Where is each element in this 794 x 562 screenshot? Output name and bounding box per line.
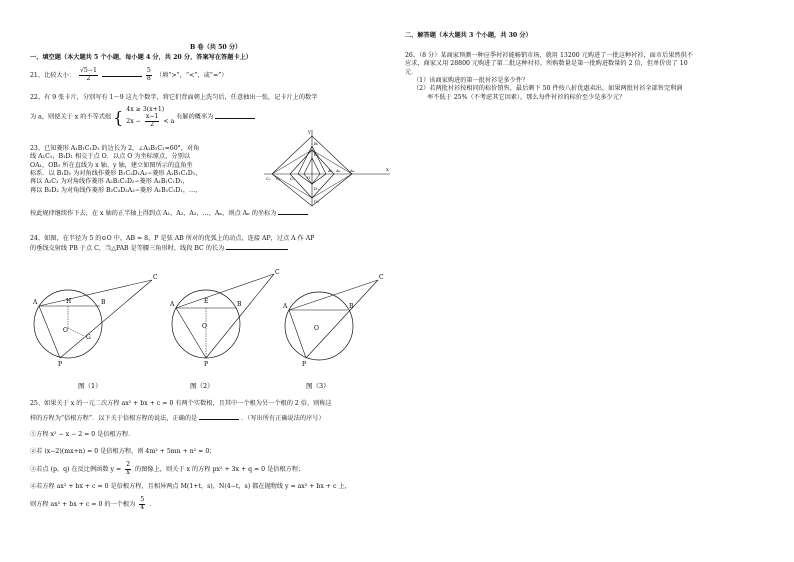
fig1-ray-pb (60, 280, 152, 358)
fig3-point-b: B (349, 303, 354, 310)
question-24 (30, 235, 392, 254)
fig1-point-g: G (86, 334, 91, 341)
fig3-point-a: A (283, 303, 288, 310)
fig1-segment-ac (39, 280, 152, 306)
q23-line-1: 23、已知菱形 A₁B₁C₁D₁ 的边长为 2，∠A₁B₁C₁=60°，对角 (30, 145, 200, 152)
fig2-ray-pb (206, 274, 274, 358)
fig2-caption: 图（2） (190, 382, 214, 390)
q23-line-3: OA₁，OB₁ 所在直线为 x 轴、y 轴，建立如图所示的直角坐 (30, 161, 193, 169)
q25-statement-3-b: 的图像上，则关于 x 的方程 px² + 3x + q = 0 是倍根方程； (135, 466, 305, 474)
q25-statement-4-fraction: $\frac{5}{4}$ (140, 496, 145, 512)
q21-fraction-2: $\frac{5}{8}$ (146, 67, 151, 82)
fig3-ray-pb (306, 280, 378, 358)
fig3-circle (285, 292, 353, 360)
question-23 (30, 145, 270, 195)
fig1-point-o: O (63, 327, 68, 334)
q26-part-2: （2）若两批衬衫按相同的标价销售，最后剩下 50 件按八折优惠卖出，如果两批衬衫全部售完利润 (413, 85, 683, 93)
fig1-point-h: H (66, 298, 72, 305)
q24-figure-3 (282, 274, 384, 368)
fig1-point-b: B (101, 299, 106, 306)
q23-label-y: y (308, 129, 311, 135)
q23-label-c1: C₁ (276, 176, 281, 181)
q23-rhombus-figure (262, 126, 392, 210)
q24-figures (30, 266, 392, 394)
q23-line-2: 线 A₁C₁，B₁D₁ 相交于点 O．以点 O 为坐标原点，分别以 (30, 153, 190, 161)
q21-fraction-1: $\frac{√5-1}{2}$ (79, 67, 97, 82)
q23-line-6: 再以 B₂D₂ 为对角线作菱形 B₂C₃D₂A₃∽菱形 A₁B₁C₁D₁，…， (30, 186, 202, 194)
q26-line-1: 26、（8 分）某商家预测一种应季衬衫能畅销市场，就用 13200 元购进了一批这种衬衫，面市后果然供不 (405, 52, 693, 59)
q26-part-1: （1）该商家购进的第一批衬衫是多少件？ (413, 77, 529, 85)
q25-line-2: 样的方程为“倍根方程”．以下关于倍根方程的说法，正确的是 (30, 415, 198, 423)
q23-label-a2: A₂ (336, 168, 341, 173)
question-22 (30, 94, 392, 129)
q21-hint: （填“>”，“<”，或“=”） (155, 71, 228, 79)
q22-line-2: 为 a，则使关于 x 的不等式组 (30, 114, 112, 122)
q24-line-2: 的垂线交射线 PB 于点 C，当△PAB 是等腰三角形时，线段 BC 的长为 (30, 245, 225, 253)
q22-inequality-system (126, 106, 174, 128)
fig1-point-p: P (58, 361, 63, 368)
fig3-point-o: O (314, 325, 319, 332)
q22-line-1: 22、有 9 张卡片，分别写有 1～9 这九个数字，将它们背面朝上洗匀后，任意抽出一张，记卡片上的数字 (30, 94, 318, 101)
fig1-point-a: A (33, 299, 38, 306)
q24-line-1: 24、如图，在半径为 5 的⊙O 中，AB = 8，P 是弦 AB 所对的优弧上的动点，连接 AP，过点 A 作 AP (30, 235, 315, 242)
q25-statement-1: ①方程 x² − x − 2 = 0 是倍根方程． (30, 430, 135, 438)
q22-inequality-1: 4x ≥ 3(x+1) (126, 106, 165, 114)
q25-line-1: 25、如果关于 x 的一元二次方程 ax² + bx + c = 0 有两个实数根，且其中一个根为另一个根的 2 倍，则称这 (30, 400, 332, 407)
fig2-point-o: O (202, 323, 207, 330)
q26-part-2-cont: 率不低于 25%（不考虑其它因素），那么每件衬衫的标价至少是多少元？ (427, 93, 626, 101)
q22-inequality-2-rhs: < a (163, 117, 175, 125)
fig3-point-p: P (302, 361, 307, 368)
fig3-caption: 图（3） (306, 382, 330, 390)
fig2-point-c: C (275, 269, 280, 276)
q26-line-2: 应求，商家又用 28800 元购进了第二批这种衬衫，所购数量是第一批购进数量的 2 倍，但单价贵了 10 (405, 60, 688, 68)
q25-statement-2: ②若 (x−2)(mx+n) = 0 是倍根方程，则 4m² + 5mn + n² = 0； (30, 448, 216, 456)
q24-figure-2 (169, 269, 280, 368)
q26-line-3: 元． (405, 68, 418, 76)
q22-system-brace: { (113, 107, 124, 127)
q24-answer-blank[interactable] (226, 243, 288, 250)
q23-label-c3: C₃ (266, 176, 271, 181)
question-26 (405, 52, 775, 102)
fig3-segment-ac (289, 280, 378, 310)
q21-answer-blank[interactable] (102, 70, 142, 77)
fig3-point-c: C (379, 274, 384, 281)
q24-figure-1 (32, 274, 158, 368)
q23-line-4: 标系．以 B₁D₁ 为对角线作菱形 B₁C₂D₁A₂∽菱形 A₁B₁C₁D₁， (30, 170, 202, 178)
q25-line-2-end: ．（写出所有正确说法的序号） (241, 415, 325, 423)
q25-answer-blank[interactable] (199, 413, 239, 420)
q23-label-a1: A₁ (328, 168, 333, 173)
fig2-point-a: A (170, 301, 175, 308)
section-solution-heading: 二、解答题（本大题共 3 个小题，共 30 分） (405, 32, 532, 39)
q23-label-d2: D₂ (314, 199, 319, 204)
q22-inequality-2-fraction: $\frac{x-1}{2}$ (145, 113, 159, 128)
q23-label-d1: D₁ (314, 186, 319, 191)
fig2-segment-ac (176, 274, 274, 308)
question-25: 25、如果关于 x 的一元二次方程 ax² + bx + c = 0 有两个实数根，且其中一个根为另一个根的 2 倍，则称这 样的方程为“倍根方程”．以下关于倍根方程的说法，正确的是 ．（写出所有正确说法的序号） ①方程 x² − x − 2 = 0 是倍根方程． ②若 (x−2)(mx+n) = 0 是倍根方程，则 4m² + 5mn + n² = 0； ③若点 (p，q) 在反比例函数 y = $\frac{2}{x}$ 的图像上，则关于 x 的方程 px² + 3x + q = 0 是倍根方程； ④若方程 ax² + bx + c = 0 是倍根方程，且相异两点 M(1+t，s)，N(4−t，s) 都在抛物线 y = ax² + bx + c 上， 则方程 ax² + bx + c = 0 的一个根为 $\frac{5}{4}$ . (30, 400, 392, 512)
q25-statement-3-a: ③若点 (p，q) 在反比例函数 y = (30, 466, 122, 474)
fig2-point-p: P (204, 361, 209, 368)
q23-label-b2: B₂ (314, 152, 319, 157)
q25-statement-4-b: 则方程 ax² + bx + c = 0 的一个根为 (30, 501, 136, 509)
fig1-point-c: C (153, 274, 158, 281)
fig1-segment-ap (39, 306, 60, 358)
q23-label-b1: B₁ (314, 141, 319, 146)
q23-label-x: x (386, 167, 389, 173)
q25-statement-4: ④若方程 ax² + bx + c = 0 是倍根方程，且相异两点 M(1+t，s)，N(4−t，s) 都在抛物线 y = ax² + bx + c 上， (30, 483, 351, 491)
fig1-caption: 图（1） (78, 382, 102, 390)
fig2-segment-ap (176, 308, 206, 358)
fig2-point-e: E (204, 298, 209, 305)
fig3-segment-ap (289, 310, 306, 358)
fig2-point-b: B (237, 301, 242, 308)
q25-statement-3-fraction: $\frac{2}{x}$ (126, 461, 131, 477)
q23-label-a3: A₃ (350, 168, 355, 173)
q21-label: 21、比较大小： (30, 71, 75, 79)
q23-label-origin: O (307, 175, 311, 180)
q23-line-7: 按此规律继续作下去，在 x 轴的正半轴上得到点 A₁，A₂，A₃，…，Aₙ，则点 Aₙ 的坐标为 (30, 210, 277, 217)
q23-label-c2: C₂ (290, 176, 295, 181)
q22-line-2-end: 有解的概率为 (176, 114, 214, 122)
q23-line-5: 再以 A₂C₂ 为对角线作菱形 A₂B₂C₂D₂∽菱形 A₁B₁C₁D₁， (30, 178, 189, 186)
fig1-og (68, 328, 84, 336)
question-21 (30, 68, 392, 83)
q22-answer-blank[interactable] (215, 112, 255, 119)
section-fill-in-heading: 一、填空题（本大题共 5 个小题，每小题 4 分，共 20 分，答案写在答题卡上） (30, 54, 252, 61)
q22-inequality-2-lhs: 2x − (126, 117, 141, 125)
paper-b-header: B 卷（共 50 分） (190, 44, 242, 51)
